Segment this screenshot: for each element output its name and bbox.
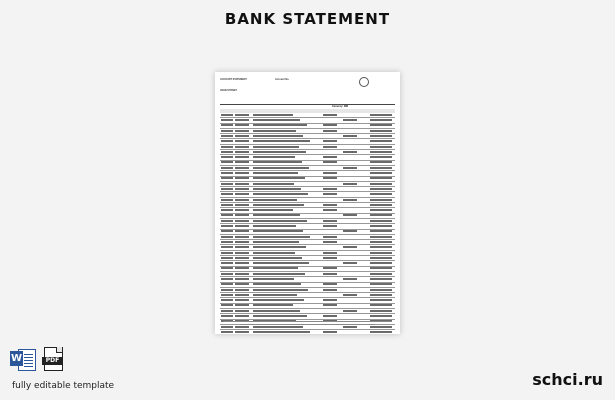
account-statement-label: ACCOUNT STATEMENT bbox=[220, 78, 247, 81]
transactions-header bbox=[220, 109, 395, 113]
bank-logo bbox=[359, 77, 393, 91]
site-name: schci.ru bbox=[532, 370, 603, 389]
bank-logo-icon bbox=[359, 77, 369, 87]
table-row bbox=[220, 330, 395, 334]
page-title: BANK STATEMENT bbox=[224, 10, 391, 28]
statement-header bbox=[220, 77, 395, 105]
pdf-document-icon bbox=[42, 347, 64, 371]
currency-label: Currency: INR bbox=[332, 105, 349, 108]
pdf-label: PDF bbox=[42, 357, 63, 365]
template-caption: fully editable template bbox=[12, 381, 115, 391]
account-number-label: Account No. bbox=[275, 78, 290, 81]
statement-footer-note bbox=[223, 321, 392, 327]
transactions-table bbox=[220, 113, 395, 334]
account-holder: JOHN SYDNEY bbox=[220, 89, 238, 92]
word-document-icon bbox=[10, 347, 36, 371]
word-letter: W bbox=[10, 353, 23, 364]
statement-preview bbox=[215, 72, 400, 334]
